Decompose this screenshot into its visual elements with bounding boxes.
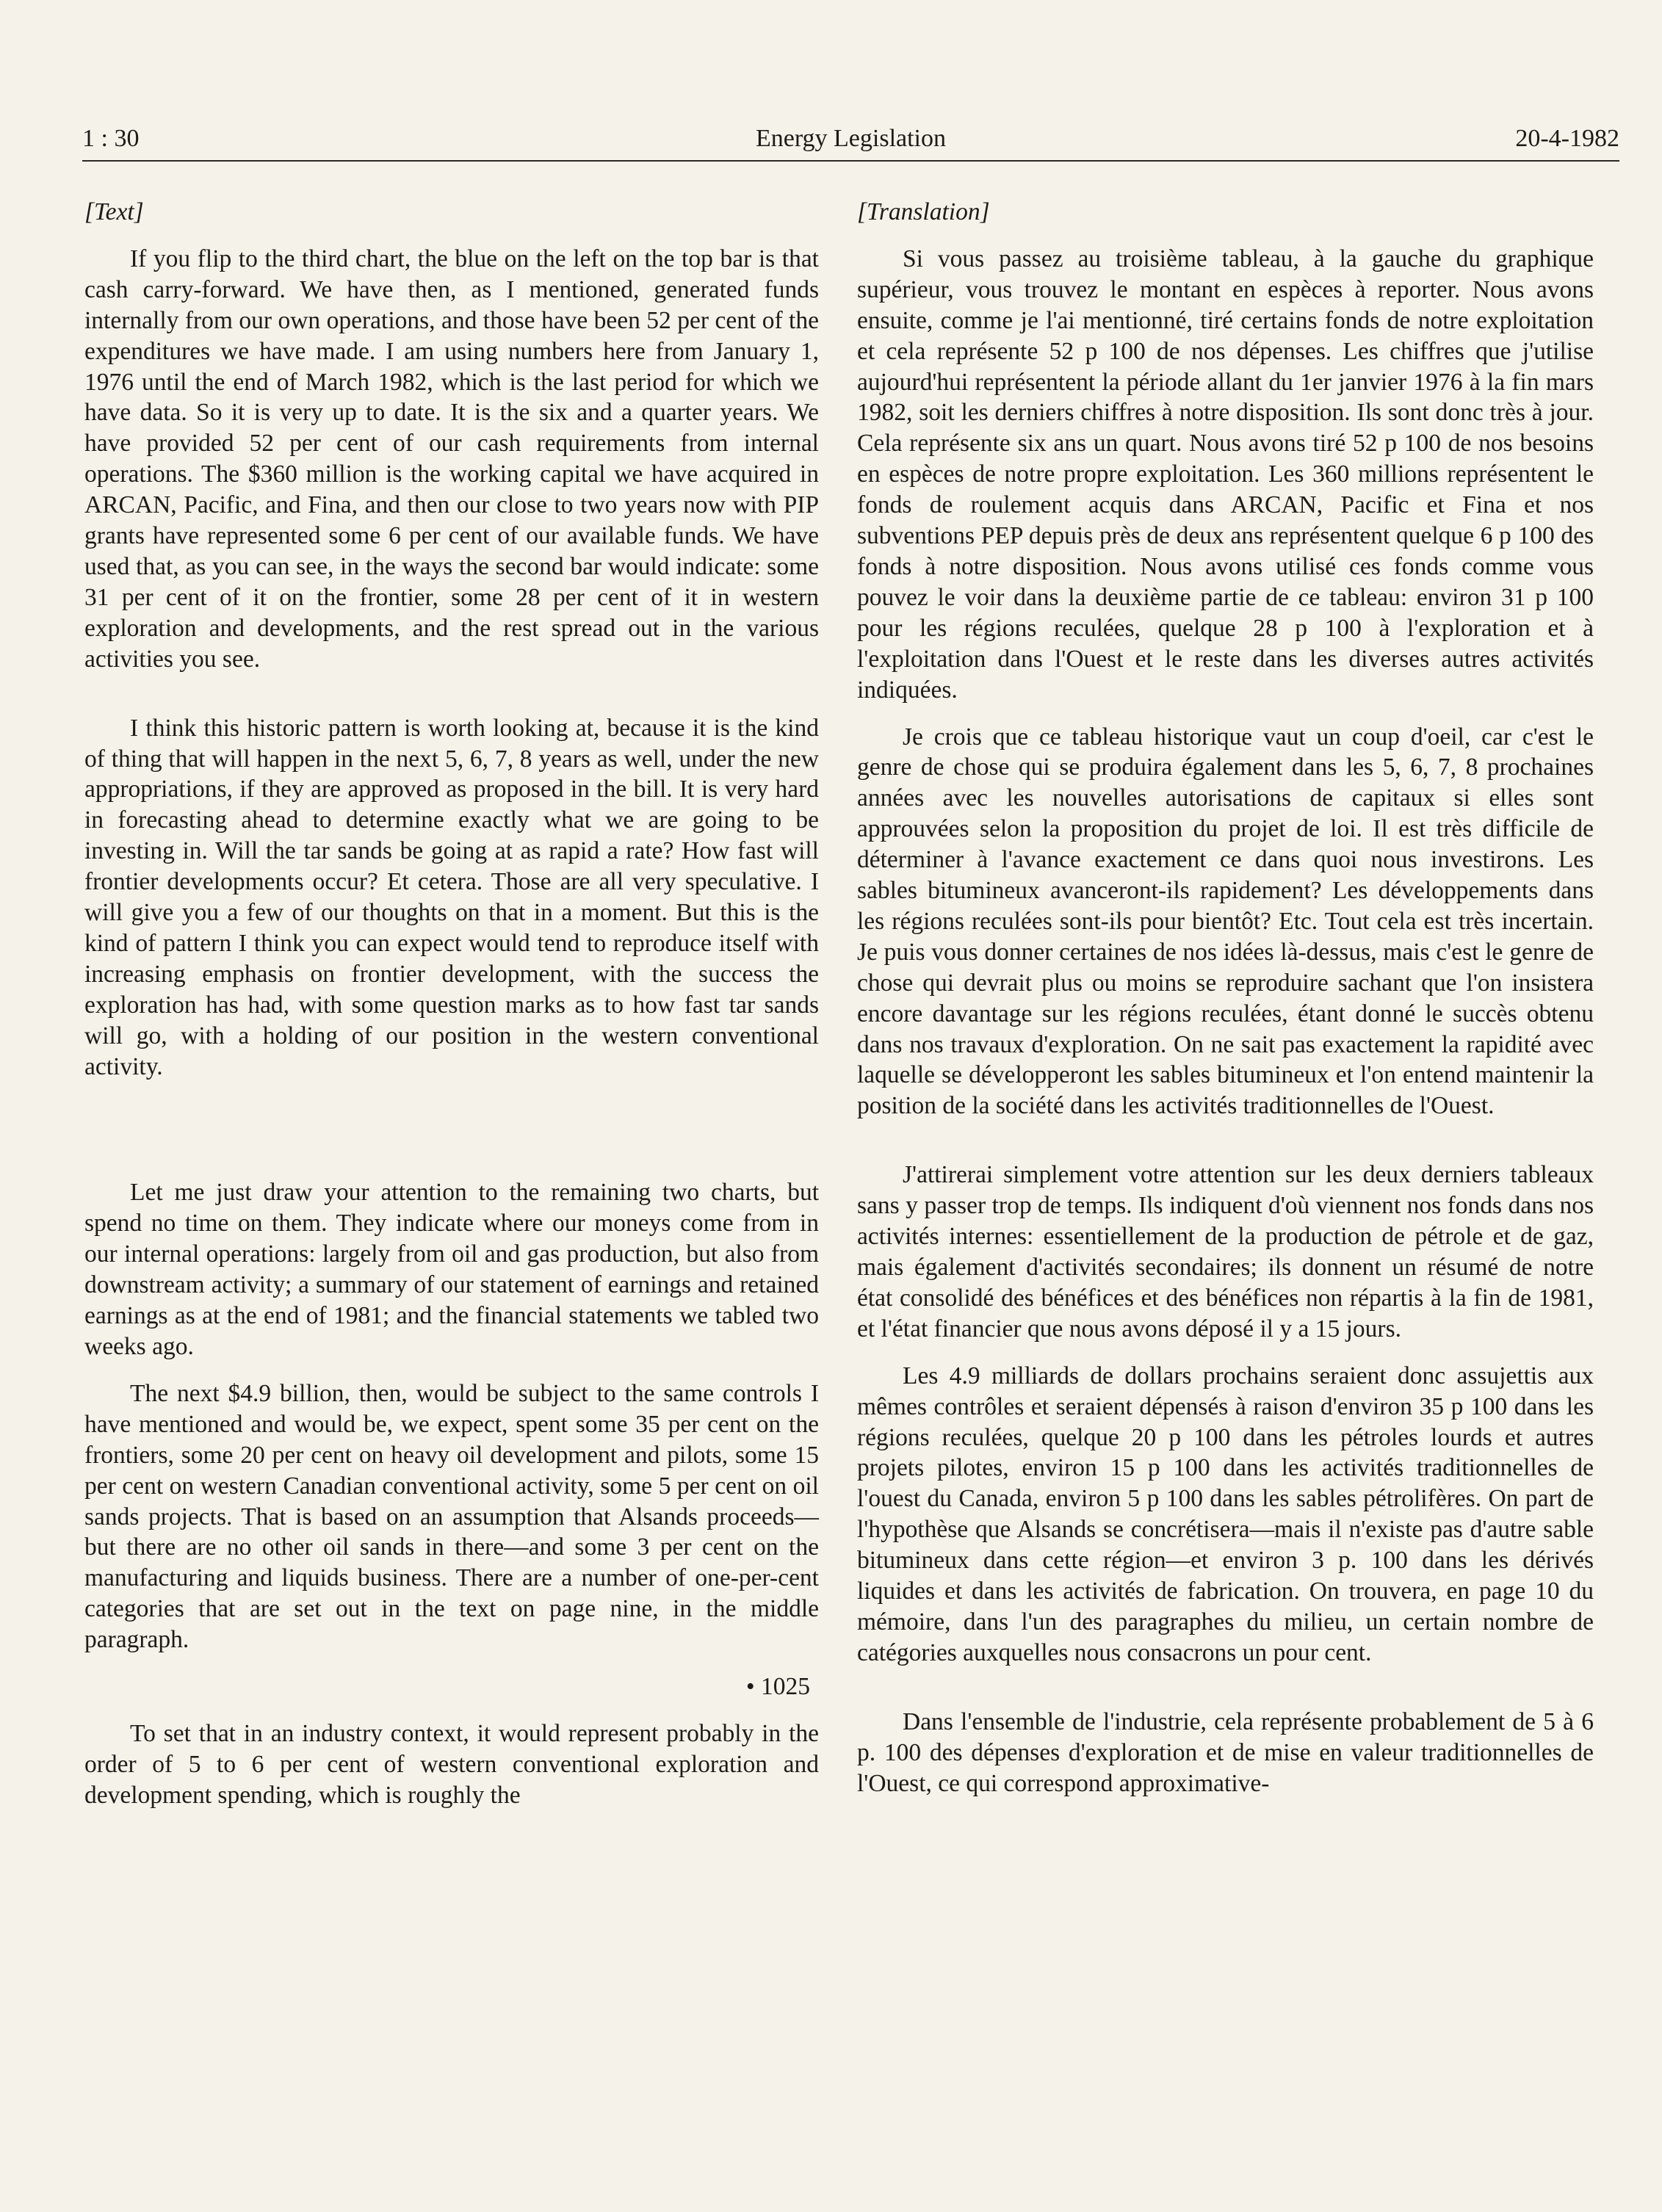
page-marker: • 1025 (745, 1673, 810, 1701)
french-column (857, 197, 1594, 1815)
running-title: Energy Legislation (755, 125, 947, 152)
translation-label: [Translation] (857, 198, 990, 225)
english-column (84, 197, 819, 1827)
header-date: 20-4-1982 (1515, 125, 1619, 152)
paragraph: Je crois que ce tableau historique vaut un coup d'oeil, car c'est le genre de chose qui se produira également dans les 5, 6, 7, 8 prochaines années avec les nouvelles autorisations de capitaux si elles sont approuvées selon la proposition du projet de loi. Il est très difficile de déterminer à l'avance exactement ce dans quoi nous investirons. Les sables bitumineux avanceront-ils rapidement? Les développements dans les régions reculées sont-ils pour bientôt? Etc. Tout cela est très incertain. Je puis vous donner certaines de nos idées là-dessus, mais c'est le genre de chose qui devrait plus ou moins se reproduire sachant que l'on insistera encore davantage sur les régions reculées, étant donné le succès obtenu dans nos travaux d'exploration. On ne sait pas exactement la rapidité avec laquelle se développeront les sables bitumineux et l'on entend maintenir la position de la société dans les activités traditionnelles de l'Ouest. (857, 723, 1594, 1120)
paragraph: Let me just draw your attention to the remaining two charts, but spend no time on them. They indicate where our moneys come from in our internal operations: largely from oil and gas production, but also from downstream activity; a summary of our statement of earnings and retained earnings as at the end of 1981; and the financial statements we tabled two weeks ago. (84, 1179, 819, 1360)
paragraph: J'attirerai simplement votre attention sur les deux derniers tableaux sans y passer trop de temps. Ils indiquent d'où viennent nos fonds dans nos activités internes: essentiellement de la production de pétrole et de gaz, mais également d'activités secondaires; ils donnent un résumé de notre état consolidé des bénéfices et des bénéfices non répartis à la fin de 1981, et l'état financier que nous avons déposé il y a 15 jours. (857, 1161, 1594, 1342)
paragraph: If you flip to the third chart, the blue on the left on the top bar is that cash carry-forward. We have then, as I mentioned, generated funds internally from our own operations, and those have been 52 per cent of the expenditures we have made. I am using numbers here from January 1, 1976 until the end of March 1982, which is the last period for which we have data. So it is very up to date. It is the six and a quarter years. We have provided 52 per cent of our cash requirements from internal operations. The $360 million is the working capital we have acquired in ARCAN, Pacific, and Fina, and then our close to two years now with PIP grants have represented some 6 per cent of our available funds. We have used that, as you can see, in the ways the second bar would indicate: some 31 per cent of it on the frontier, some 28 per cent of it in western exploration and developments, and the rest spread out in the various activities you see. (84, 245, 819, 673)
text-label: [Text] (84, 198, 144, 225)
paragraph: Les 4.9 milliards de dollars prochains seraient donc assujettis aux mêmes contrôles et seraient dépensés à raison d'environ 35 p 100 dans les régions reculées, quelque 20 p 100 dans les pétroles lourds et autres projets pilotes, environ 15 p 100 dans les activités traditionnelles de l'ouest du Canada, environ 5 p 100 dans les sables pétrolifères. On part de l'hypothèse que Alsands se concrétisera—mais il n'existe pas d'autre sable bitumineux dans cette région—et environ 3 p. 100 dans les dérivés liquides et dans les activités de fabrication. On trouvera, en page 10 du mémoire, dans l'un des paragraphes du milieu, un certain nombre de catégories auxquelles nous consacrons un pour cent. (857, 1362, 1594, 1666)
page-header (82, 125, 1619, 160)
header-rule (82, 160, 1619, 162)
paragraph: I think this historic pattern is worth looking at, because it is the kind of thing that will happen in the next 5, 6, 7, 8 years as well, under the new appropriations, if they are approved as proposed in the bill. It is very hard in forecasting ahead to determine exactly what we are going to be investing in. Will the tar sands be going at as rapid a rate? How fast will frontier developments occur? Et cetera. Those are all very speculative. I will give you a few of our thoughts on that in a moment. But this is the kind of pattern I think you can expect would tend to reproduce itself with increasing emphasis on frontier development, with the success the exploration has had, with some question marks as to how fast tar sands will go, with a holding of our position in the western conventional activity. (84, 714, 819, 1080)
paragraph: Si vous passez au troisième tableau, à la gauche du graphique supérieur, vous trouvez le montant en espèces à reporter. Nous avons ensuite, comme je l'ai mentionné, tiré certains fonds de notre exploitation et cela représente 52 p 100 de nos dépenses. Les chiffres que j'utilise aujourd'hui représentent la période allant du 1er janvier 1976 à la fin mars 1982, soit les derniers chiffres à notre disposition. Ils sont donc très à jour. Cela représente six ans un quart. Nous avons tiré 52 p 100 de nos besoins en espèces de notre propre exploitation. Les 360 millions représentent le fonds de roulement acquis dans ARCAN, Pacific et Fina et nos subventions PEP depuis près de deux ans représentent quelque 6 p 100 des fonds à notre disposition. Nous avons utilisé ces fonds comme vous pouvez le voir dans la deuxième partie de ce tableau: environ 31 p 100 pour les régions reculées, quelque 28 p 100 à l'exploration et à l'exploitation dans l'Ouest et le reste dans les diverses autres activités indiquées. (857, 245, 1594, 704)
paragraph: To set that in an industry context, it would represent probably in the order of 5 to 6 per cent of western conventional exploration and development spending, which is roughly the (84, 1719, 819, 1809)
page-number: 1 : 30 (82, 125, 140, 152)
paragraph: Dans l'ensemble de l'industrie, cela représente probablement de 5 à 6 p. 100 des dépenses d'exploration et de mise en valeur traditionnelles de l'Ouest, ce qui correspond approximative- (857, 1707, 1594, 1797)
paragraph: The next $4.9 billion, then, would be subject to the same controls I have mentioned and would be, we expect, spent some 35 per cent on the frontiers, some 20 per cent on heavy oil development and pilots, some 15 per cent on western Canadian conventional activity, some 5 per cent on oil sands projects. That is based on an assumption that Alsands proceeds—but there are no other oil sands in there—and some 3 per cent on the manufacturing and liquids business. There are a number of one-per-cent categories that are set out in the text on page nine, in the middle paragraph. (84, 1379, 819, 1654)
